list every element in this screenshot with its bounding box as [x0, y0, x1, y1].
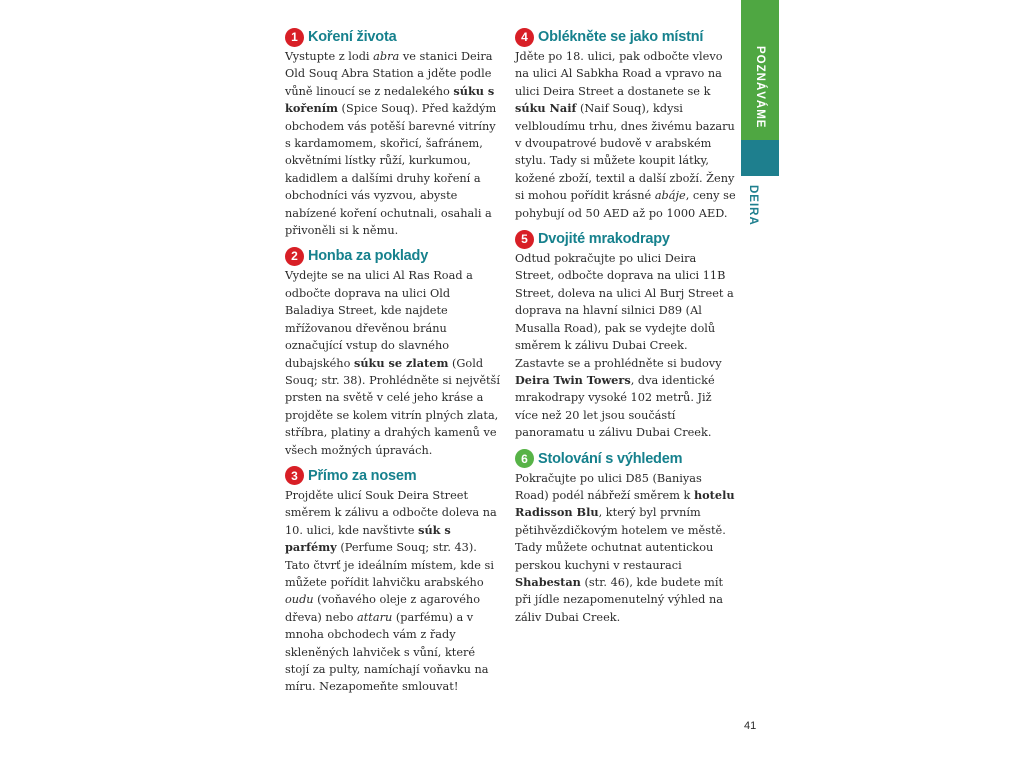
page-number: 41 [744, 720, 757, 732]
section-heading [285, 465, 500, 487]
section-2 [285, 245, 500, 458]
side-tab-deira-block [741, 140, 779, 176]
bold-highlight: súku se zlatem [353, 355, 449, 370]
section-heading [285, 26, 500, 48]
body-text: Pokračujte po ulici D85 (Baniyas Road) podél nábřeží směrem k [515, 471, 702, 502]
left-column [285, 26, 500, 702]
italic-term: abra [373, 50, 400, 63]
body-text: (parfému) a v mnoha obchodech vám z řady skleněných lahviček s vůní, které stojí za pulty, namíchají voňavku na míru. Nezapomeňte smlouvat! [285, 610, 489, 694]
section-heading [515, 448, 737, 470]
bold-highlight: súk s parfémy [285, 522, 451, 555]
body-text: (Spice Souq). Před každým obchodem vás potěší barevné vitríny s kardamomem, skořicí, šafránem, okvětními lístky růží, kurkumou, kadidlem a dalšími druhy koření a obchodníci vás vyzvou, abyste nabízené koření ochutnali, osahali a přivoněli si k němu. [285, 102, 497, 238]
body-text: (voňavého oleje z agarového dřeva) nebo [285, 593, 480, 624]
body-text: Vydejte se na ulici Al Ras Road a odbočte doprava na ulici Old Baladiya Street, kde najdete mřížovanou dřevěnou bránu označující vstup do slavného dubajského [285, 269, 473, 370]
side-tab-label-poznavame: POZNÁVÁME [754, 46, 766, 129]
section-title: Přímo za nosem [308, 467, 417, 484]
body-text: Projděte ulicí Souk Deira Street směrem k zálivu a odbočte doleva na 10. ulici, kde navštivte [285, 488, 497, 537]
section-title: Oblékněte se jako místní [538, 29, 704, 45]
section-number-badge: 6 [515, 449, 534, 468]
italic-term: oudu [285, 593, 314, 607]
body-text: (Perfume Souq; str. 43). Tato čtvrť je ideálním místem, kde si můžete pořídit lahvičku arabského [285, 541, 494, 589]
section-body [285, 48, 500, 239]
body-text: , ceny se pohybují od 50 AED až po 1000 AED. [515, 189, 736, 220]
section-number-badge: 4 [515, 28, 534, 47]
section-heading [515, 26, 737, 48]
side-tab-label-deira: DEIRA [747, 185, 759, 226]
section-body [515, 250, 737, 441]
bold-highlight: súku Naif [515, 101, 577, 116]
italic-term: attaru [357, 610, 393, 624]
bold-highlight: Deira Twin Towers [515, 372, 631, 387]
body-text: Odtud pokračujte po ulici Deira Street, odbočte doprava na ulici 11B Street, doleva na ulici Al Burj Street a doprava na hlavní silnici D89 (Al Musalla Road), pak se vydejte dolů směrem k zálivu Dubai Creek. Zastavte se a prohlédněte si budovy [515, 252, 734, 370]
body-text: Jděte po 18. ulici, pak odbočte vlevo na ulici Al Sabkha Road a vpravo na ulici Deira Street a dostanete se k [515, 50, 723, 98]
right-column [515, 26, 737, 632]
side-tab-poznavame [741, 0, 779, 140]
section-title: Dvojité mrakodrapy [538, 231, 670, 248]
section-heading [515, 228, 737, 250]
section-body [285, 267, 500, 458]
body-text: ve stanici Deira Old Souq Abra Station a jděte podle vůně linoucí se z nedalekého [285, 50, 493, 98]
section-4 [515, 26, 737, 222]
bold-highlight: súku s kořením [285, 83, 495, 116]
section-body [515, 48, 737, 222]
italic-term: abáje [654, 189, 686, 203]
body-text: (Gold Souq; str. 38). Prohlédněte si největší prsten na světě v celé jeho kráse a projděte se kolem vitrín plných zlata, stříbra, platiny a drahých kamenů ve všech možných úpravách. [285, 356, 500, 457]
section-5 [515, 228, 737, 441]
body-text: (Naif Souq), kdysi velbloudímu trhu, dnes živému bazaru v dvoupatrové budově v arabském stylu. Tady si můžete koupit látky, kožené zboží, textil a další zboží. Ženy si mohou pořídit krásné [515, 102, 735, 203]
body-text: (str. 46), kde budete mít při jídle nezapomenutelný výhled na záliv Dubai Creek. [515, 575, 723, 624]
bold-highlight: hotelu Radisson Blu [515, 487, 735, 520]
section-number-badge: 1 [285, 28, 304, 47]
section-heading [285, 245, 500, 267]
section-1 [285, 26, 500, 239]
bold-highlight: Shabestan [515, 574, 581, 589]
section-body [515, 470, 737, 627]
section-title: Honba za poklady [308, 248, 429, 265]
section-title: Stolování s výhledem [538, 450, 683, 467]
section-number-badge: 3 [285, 466, 304, 485]
body-text: , dva identické mrakodrapy vysoké 102 metrů. Již více než 20 let jsou součástí panoramatu u zálivu Dubai Creek. [515, 373, 715, 440]
section-3 [285, 465, 500, 696]
section-number-badge: 5 [515, 230, 534, 249]
body-text: Vystupte z lodi [285, 50, 374, 63]
section-6 [515, 448, 737, 627]
section-body [285, 487, 500, 696]
section-number-badge: 2 [285, 247, 304, 266]
body-text: , který byl prvním pětihvězdičkovým hotelem ve městě. Tady můžete ochutnat autentickou perskou kuchyni v restauraci [515, 506, 726, 572]
section-title: Koření života [308, 29, 397, 45]
